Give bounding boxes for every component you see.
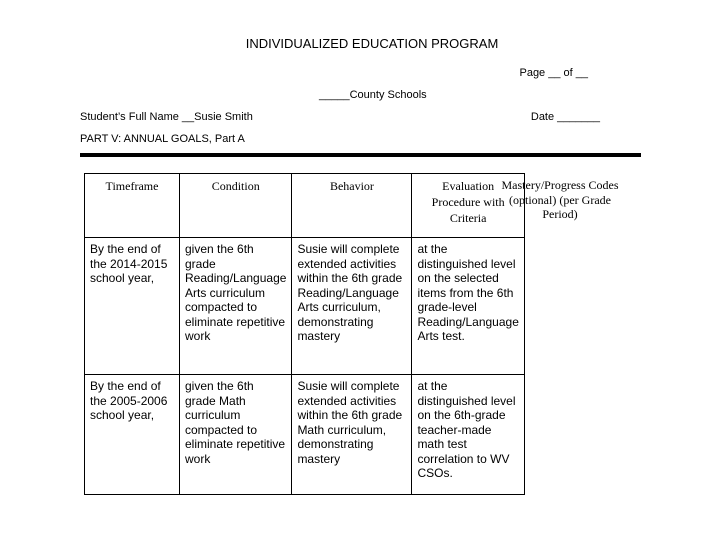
page-number-label: Page __ of __ bbox=[519, 67, 588, 79]
cell-behavior: Susie will complete extended activities within the 6th grade Reading/Language Arts curriculum, demonstrating mastery bbox=[292, 238, 412, 375]
cell-evaluation: at the distinguished level on the 6th-grade teacher-made math test correlation to WV CSOs. bbox=[412, 375, 524, 495]
section-divider bbox=[80, 153, 641, 157]
table-header-row bbox=[85, 174, 525, 238]
cell-condition: given the 6th grade Reading/Language Arts curriculum compacted to eliminate repetitive work bbox=[180, 238, 292, 375]
student-name-label: Student’s Full Name __Susie Smith bbox=[80, 111, 253, 123]
table-row bbox=[85, 375, 525, 495]
cell-condition: given the 6th grade Math curriculum compacted to eliminate repetitive work bbox=[180, 375, 292, 495]
cell-timeframe: By the end of the 2005-2006 school year, bbox=[85, 375, 180, 495]
header-evaluation: Evaluation Procedure with Criteria bbox=[412, 174, 524, 238]
cell-behavior: Susie will complete extended activities within the 6th grade Math curriculum, demonstrating mastery bbox=[292, 375, 412, 495]
cell-timeframe: By the end of the 2014-2015 school year, bbox=[85, 238, 180, 375]
header-mastery: Mastery/Progress Codes (optional) (per Grade Period) bbox=[501, 178, 619, 221]
header-timeframe: Timeframe bbox=[85, 174, 180, 238]
date-label: Date _______ bbox=[530, 111, 600, 123]
section-label: PART V: ANNUAL GOALS, Part A bbox=[80, 133, 245, 145]
table-row bbox=[85, 238, 525, 375]
header-behavior: Behavior bbox=[292, 174, 412, 238]
cell-evaluation: at the distinguished level on the selected items from the 6th grade-level Reading/Language Arts test. bbox=[412, 238, 524, 375]
document-title: INDIVIDUALIZED EDUCATION PROGRAM bbox=[245, 36, 499, 51]
annual-goals-table bbox=[84, 173, 525, 495]
header-condition: Condition bbox=[180, 174, 292, 238]
county-schools-label: _____County Schools bbox=[319, 89, 427, 101]
